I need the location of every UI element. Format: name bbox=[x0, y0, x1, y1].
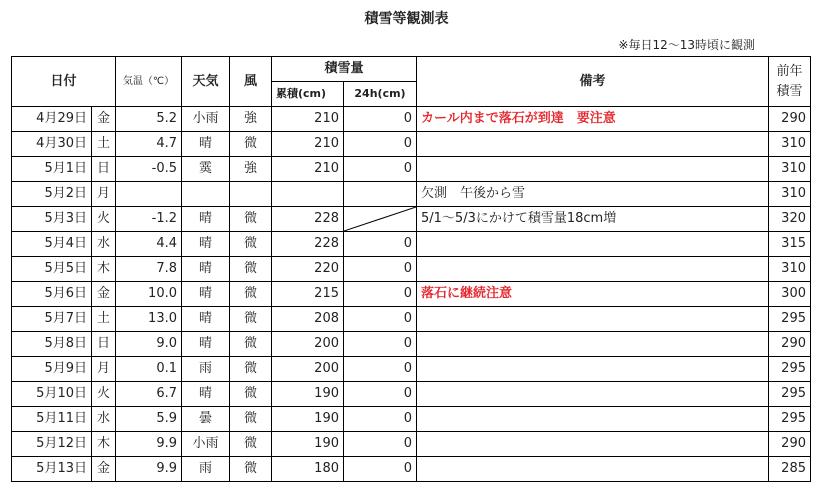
wind-cell: 強 bbox=[230, 157, 272, 182]
weather-cell: 雨 bbox=[182, 357, 230, 382]
weather-cell: 雨 bbox=[182, 457, 230, 482]
table-row bbox=[12, 457, 811, 482]
header-prev-year-line2: 積雪 bbox=[776, 83, 803, 99]
prev-year-snow-cell: 310 bbox=[769, 132, 811, 157]
table-row bbox=[12, 207, 811, 232]
daily-snow-cell: 0 bbox=[344, 257, 417, 282]
date-cell: 5月11日 bbox=[12, 407, 92, 432]
date-cell: 5月4日 bbox=[12, 232, 92, 257]
prev-year-snow-cell: 295 bbox=[769, 357, 811, 382]
day-of-week-cell: 金 bbox=[92, 282, 116, 307]
cumulative-snow-cell: 190 bbox=[272, 382, 344, 407]
header-weather: 天気 bbox=[182, 57, 230, 107]
header-date: 日付 bbox=[12, 57, 116, 107]
day-of-week-cell: 金 bbox=[92, 107, 116, 132]
cumulative-snow-cell: 215 bbox=[272, 282, 344, 307]
day-of-week-cell: 日 bbox=[92, 157, 116, 182]
weather-cell: 霙 bbox=[182, 157, 230, 182]
temperature-cell: 0.1 bbox=[116, 357, 182, 382]
temperature-cell: -1.2 bbox=[116, 207, 182, 232]
date-cell: 5月5日 bbox=[12, 257, 92, 282]
wind-cell: 微 bbox=[230, 382, 272, 407]
day-of-week-cell: 水 bbox=[92, 407, 116, 432]
prev-year-snow-cell: 290 bbox=[769, 432, 811, 457]
table-row bbox=[12, 407, 811, 432]
date-cell: 5月10日 bbox=[12, 382, 92, 407]
cumulative-snow-cell: 190 bbox=[272, 407, 344, 432]
wind-cell bbox=[230, 182, 272, 207]
prev-year-snow-cell: 295 bbox=[769, 382, 811, 407]
weather-cell bbox=[182, 182, 230, 207]
wind-cell: 微 bbox=[230, 357, 272, 382]
prev-year-snow-cell: 295 bbox=[769, 407, 811, 432]
day-of-week-cell: 木 bbox=[92, 432, 116, 457]
prev-year-snow-cell: 310 bbox=[769, 157, 811, 182]
temperature-cell: 9.9 bbox=[116, 432, 182, 457]
table-row bbox=[12, 357, 811, 382]
temperature-cell: 5.2 bbox=[116, 107, 182, 132]
day-of-week-cell: 日 bbox=[92, 332, 116, 357]
remarks-cell bbox=[417, 332, 769, 357]
remarks-cell bbox=[417, 357, 769, 382]
weather-cell: 小雨 bbox=[182, 107, 230, 132]
daily-snow-cell: 0 bbox=[344, 307, 417, 332]
remarks-cell: 欠測 午後から雪 bbox=[417, 182, 769, 207]
daily-snow-cell bbox=[344, 182, 417, 207]
table-row bbox=[12, 182, 811, 207]
date-cell: 5月9日 bbox=[12, 357, 92, 382]
day-of-week-cell: 土 bbox=[92, 132, 116, 157]
snow-observation-table bbox=[11, 56, 811, 482]
prev-year-snow-cell: 300 bbox=[769, 282, 811, 307]
daily-snow-cell: 0 bbox=[344, 332, 417, 357]
remarks-cell: 落石に継続注意 bbox=[417, 282, 769, 307]
day-of-week-cell: 木 bbox=[92, 257, 116, 282]
temperature-cell bbox=[116, 182, 182, 207]
table-row bbox=[12, 107, 811, 132]
remarks-cell: 5/1～5/3にかけて積雪量18cm増 bbox=[417, 207, 769, 232]
temperature-cell: -0.5 bbox=[116, 157, 182, 182]
prev-year-snow-cell: 315 bbox=[769, 232, 811, 257]
date-cell: 5月7日 bbox=[12, 307, 92, 332]
daily-snow-cell: 0 bbox=[344, 432, 417, 457]
daily-snow-cell: 0 bbox=[344, 357, 417, 382]
weather-cell: 晴 bbox=[182, 282, 230, 307]
wind-cell: 強 bbox=[230, 107, 272, 132]
weather-cell: 小雨 bbox=[182, 432, 230, 457]
weather-cell: 晴 bbox=[182, 257, 230, 282]
temperature-cell: 9.9 bbox=[116, 457, 182, 482]
weather-cell: 晴 bbox=[182, 307, 230, 332]
date-cell: 5月8日 bbox=[12, 332, 92, 357]
diagonal-slash-mark bbox=[344, 207, 416, 231]
remarks-cell bbox=[417, 432, 769, 457]
temperature-cell: 5.9 bbox=[116, 407, 182, 432]
day-of-week-cell: 月 bbox=[92, 357, 116, 382]
table-row bbox=[12, 257, 811, 282]
date-cell: 5月13日 bbox=[12, 457, 92, 482]
remarks-cell bbox=[417, 157, 769, 182]
wind-cell: 微 bbox=[230, 132, 272, 157]
temperature-cell: 4.7 bbox=[116, 132, 182, 157]
date-cell: 4月30日 bbox=[12, 132, 92, 157]
cumulative-snow-cell: 228 bbox=[272, 207, 344, 232]
header-wind: 風 bbox=[230, 57, 272, 107]
table-row bbox=[12, 157, 811, 182]
day-of-week-cell: 土 bbox=[92, 307, 116, 332]
weather-cell: 晴 bbox=[182, 132, 230, 157]
remarks-cell bbox=[417, 407, 769, 432]
cumulative-snow-cell: 200 bbox=[272, 332, 344, 357]
table-body bbox=[12, 107, 811, 482]
cumulative-snow-cell: 210 bbox=[272, 107, 344, 132]
daily-snow-cell: 0 bbox=[344, 157, 417, 182]
temperature-cell: 9.0 bbox=[116, 332, 182, 357]
wind-cell: 微 bbox=[230, 332, 272, 357]
weather-cell: 晴 bbox=[182, 332, 230, 357]
temperature-cell: 4.4 bbox=[116, 232, 182, 257]
temperature-cell: 13.0 bbox=[116, 307, 182, 332]
cumulative-snow-cell: 210 bbox=[272, 157, 344, 182]
table-row bbox=[12, 307, 811, 332]
prev-year-snow-cell: 310 bbox=[769, 182, 811, 207]
cumulative-snow-cell: 210 bbox=[272, 132, 344, 157]
prev-year-snow-cell: 310 bbox=[769, 257, 811, 282]
daily-snow-cell: 0 bbox=[344, 282, 417, 307]
header-prev-year-line1: 前年 bbox=[776, 63, 803, 79]
temperature-cell: 10.0 bbox=[116, 282, 182, 307]
header-prev-year bbox=[769, 57, 811, 107]
header-cumulative: 累積(cm) bbox=[272, 82, 344, 107]
prev-year-snow-cell: 295 bbox=[769, 307, 811, 332]
remarks-cell bbox=[417, 382, 769, 407]
header-temp: 気温（℃） bbox=[116, 57, 182, 107]
daily-snow-cell: 0 bbox=[344, 232, 417, 257]
date-cell: 5月1日 bbox=[12, 157, 92, 182]
wind-cell: 微 bbox=[230, 407, 272, 432]
prev-year-snow-cell: 320 bbox=[769, 207, 811, 232]
wind-cell: 微 bbox=[230, 207, 272, 232]
daily-snow-cell: 0 bbox=[344, 457, 417, 482]
wind-cell: 微 bbox=[230, 232, 272, 257]
cumulative-snow-cell: 208 bbox=[272, 307, 344, 332]
date-cell: 5月6日 bbox=[12, 282, 92, 307]
table-row bbox=[12, 132, 811, 157]
header-24h: 24h(cm) bbox=[344, 82, 417, 107]
remarks-cell bbox=[417, 257, 769, 282]
observation-note: ※毎日12～13時頃に観測 bbox=[618, 38, 755, 52]
date-cell: 5月2日 bbox=[12, 182, 92, 207]
table-row bbox=[12, 382, 811, 407]
cumulative-snow-cell: 190 bbox=[272, 432, 344, 457]
day-of-week-cell: 月 bbox=[92, 182, 116, 207]
wind-cell: 微 bbox=[230, 307, 272, 332]
daily-snow-cell: 0 bbox=[344, 107, 417, 132]
table-row bbox=[12, 432, 811, 457]
table-row bbox=[12, 232, 811, 257]
day-of-week-cell: 水 bbox=[92, 232, 116, 257]
cumulative-snow-cell: 228 bbox=[272, 232, 344, 257]
day-of-week-cell: 火 bbox=[92, 382, 116, 407]
remarks-cell bbox=[417, 457, 769, 482]
day-of-week-cell: 金 bbox=[92, 457, 116, 482]
weather-cell: 晴 bbox=[182, 232, 230, 257]
diagonal-line bbox=[344, 207, 416, 231]
daily-snow-cell: 0 bbox=[344, 407, 417, 432]
page-title: 積雪等観測表 bbox=[364, 11, 449, 27]
remarks-cell bbox=[417, 307, 769, 332]
date-cell: 5月12日 bbox=[12, 432, 92, 457]
table-row bbox=[12, 332, 811, 357]
temperature-cell: 6.7 bbox=[116, 382, 182, 407]
remarks-cell bbox=[417, 232, 769, 257]
remarks-cell bbox=[417, 132, 769, 157]
header-remarks: 備考 bbox=[417, 57, 769, 107]
wind-cell: 微 bbox=[230, 457, 272, 482]
cumulative-snow-cell bbox=[272, 182, 344, 207]
cumulative-snow-cell: 220 bbox=[272, 257, 344, 282]
wind-cell: 微 bbox=[230, 282, 272, 307]
header-snow-amount: 積雪量 bbox=[272, 57, 417, 82]
date-cell: 4月29日 bbox=[12, 107, 92, 132]
wind-cell: 微 bbox=[230, 257, 272, 282]
daily-snow-cell: 0 bbox=[344, 132, 417, 157]
cumulative-snow-cell: 200 bbox=[272, 357, 344, 382]
day-of-week-cell: 火 bbox=[92, 207, 116, 232]
prev-year-snow-cell: 290 bbox=[769, 107, 811, 132]
weather-cell: 晴 bbox=[182, 382, 230, 407]
weather-cell: 曇 bbox=[182, 407, 230, 432]
daily-snow-cell bbox=[344, 207, 417, 232]
table-row bbox=[12, 282, 811, 307]
daily-snow-cell: 0 bbox=[344, 382, 417, 407]
prev-year-snow-cell: 285 bbox=[769, 457, 811, 482]
wind-cell: 微 bbox=[230, 432, 272, 457]
weather-cell: 晴 bbox=[182, 207, 230, 232]
temperature-cell: 7.8 bbox=[116, 257, 182, 282]
date-cell: 5月3日 bbox=[12, 207, 92, 232]
prev-year-snow-cell: 290 bbox=[769, 332, 811, 357]
cumulative-snow-cell: 180 bbox=[272, 457, 344, 482]
remarks-cell: カール内まで落石が到達 要注意 bbox=[417, 107, 769, 132]
header-row-1 bbox=[12, 57, 811, 82]
